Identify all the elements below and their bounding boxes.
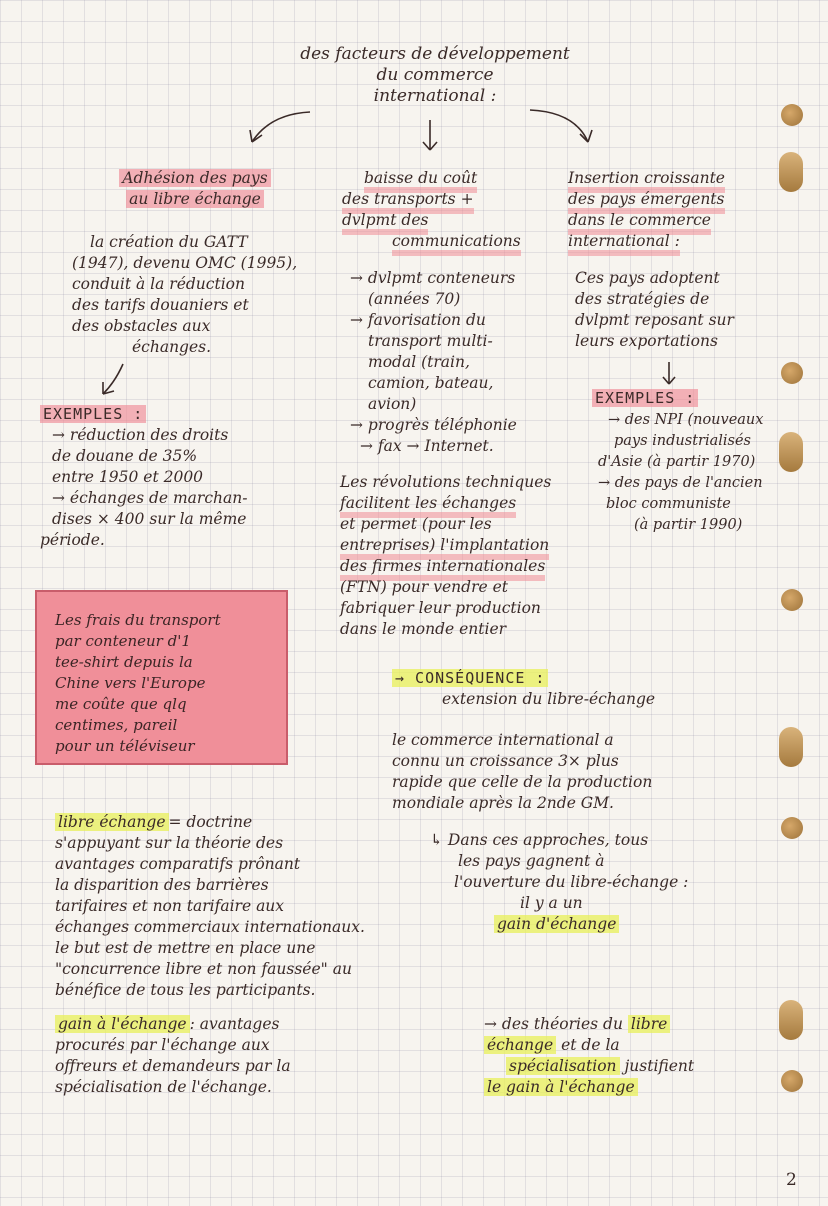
example-line: dises × 400 sur la même — [52, 510, 247, 528]
col1-heading — [95, 168, 295, 210]
text-line: des stratégies de — [575, 290, 710, 308]
gain-definition — [55, 1014, 435, 1098]
item-line: (années 70) — [368, 290, 461, 308]
example-line: de douane de 35% — [52, 447, 198, 465]
term-highlight: spécialisation — [506, 1057, 620, 1075]
text-line: le but est de mettre en place une — [55, 939, 316, 957]
text-line: des obstacles aux — [72, 317, 211, 335]
binder-hole — [781, 817, 803, 839]
text-line: spécialisation de l'échange. — [55, 1078, 272, 1096]
text-line: des firmes internationales — [340, 557, 545, 581]
heading-line: communications — [392, 232, 521, 256]
text-line: offreurs et demandeurs par la — [55, 1057, 291, 1075]
binder-ring — [779, 432, 803, 472]
box-line: Les frais du transport — [55, 611, 221, 629]
example-line: → échanges de marchan- — [52, 489, 248, 507]
col3-examples — [592, 388, 772, 409]
text-line: Ces pays adoptent — [575, 269, 720, 287]
text-line: justifient — [624, 1057, 695, 1075]
box-line: pour un téléviseur — [55, 737, 195, 755]
example-line: (à partir 1990) — [634, 517, 743, 533]
term-highlight: échange — [484, 1036, 556, 1054]
term-highlight: gain d'échange — [494, 915, 619, 933]
term-highlight: gain à l'échange — [55, 1015, 190, 1033]
title-line: international : — [373, 86, 497, 106]
heading-line: au libre échange — [126, 190, 264, 208]
text-line: échanges commerciaux internationaux. — [55, 918, 365, 936]
col1-examples — [40, 404, 300, 551]
example-line: période. — [40, 531, 105, 549]
box-line: tee-shirt depuis la — [55, 653, 193, 671]
example-line: entre 1950 et 2000 — [52, 468, 204, 486]
heading-line: dvlpmt des — [342, 211, 428, 235]
title-line: du commerce — [376, 65, 494, 85]
binder-hole — [781, 104, 803, 126]
binder-hole — [781, 362, 803, 384]
text-line: les pays gagnent à — [458, 852, 605, 870]
consequence-text — [392, 730, 777, 814]
consequence-label: → CONSÉQUENCE : — [392, 669, 548, 687]
binder-hole — [781, 589, 803, 611]
text-line: échanges. — [132, 338, 212, 356]
text-line: connu un croissance 3× plus — [392, 752, 619, 770]
heading-line: Insertion croissante — [568, 169, 725, 193]
libre-echange-definition — [55, 812, 475, 1001]
col1-text — [72, 232, 322, 358]
binder-ring — [779, 1000, 803, 1040]
text-line: : avantages — [189, 1015, 280, 1033]
col3-heading — [568, 168, 783, 252]
col3-example-list — [598, 410, 778, 536]
text-line: des tarifs douaniers et — [72, 296, 249, 314]
text-line: l'ouverture du libre-échange : — [454, 873, 689, 891]
item-line: → fax → Internet. — [360, 437, 494, 455]
text-line: le commerce international a — [392, 731, 614, 749]
text-line: ↳ Dans ces approches, tous — [430, 831, 649, 849]
approches — [430, 830, 775, 935]
text-line: procurés par l'échange aux — [55, 1036, 270, 1054]
text-line: et de la — [561, 1036, 620, 1054]
example-line: pays industrialisés — [614, 433, 751, 449]
heading-line: dans le commerce — [568, 211, 711, 235]
title-line: des facteurs de développement — [300, 44, 570, 64]
col2-heading — [342, 168, 562, 252]
example-box — [35, 590, 288, 765]
term-highlight: libre échange — [55, 813, 169, 831]
text-line: s'appuyant sur la théorie des — [55, 834, 284, 852]
text-line: leurs exportations — [575, 332, 718, 350]
example-line: → des NPI (nouveaux — [608, 412, 764, 428]
text-line: "concurrence libre et non faussée" au — [55, 960, 352, 978]
text-line: = doctrine — [168, 813, 253, 831]
text-line: avantages comparatifs prônant — [55, 855, 301, 873]
consequence-sub: extension du libre-échange — [442, 690, 656, 708]
example-line: → des pays de l'ancien — [598, 475, 763, 491]
text-line: dans le monde entier — [340, 620, 507, 638]
page-number: 2 — [786, 1170, 797, 1190]
box-line: Chine vers l'Europe — [55, 674, 206, 692]
heading-line: baisse du coût — [364, 169, 477, 193]
text-line: fabriquer leur production — [340, 599, 541, 617]
item-line: modal (train, — [368, 353, 470, 371]
text-line: la création du GATT — [90, 233, 248, 251]
item-line: transport multi- — [368, 332, 493, 350]
item-line: avion) — [368, 395, 417, 413]
text-line: bénéfice de tous les participants. — [55, 981, 316, 999]
heading-line: international : — [568, 232, 680, 256]
binder-hole — [781, 1070, 803, 1092]
theories — [484, 1014, 774, 1098]
item-line: camion, bateau, — [368, 374, 494, 392]
text-line: entreprises) l'implantation — [340, 536, 549, 560]
term-highlight: libre — [628, 1015, 670, 1033]
examples-label: EXEMPLES : — [40, 405, 146, 423]
item-line: → progrès téléphonie — [350, 416, 517, 434]
branch-arrows — [230, 100, 610, 170]
text-line: tarifaires et non tarifaire aux — [55, 897, 285, 915]
box-line: centimes, pareil — [55, 716, 178, 734]
consequence — [392, 668, 762, 710]
item-line: → dvlpmt conteneurs — [350, 269, 516, 287]
example-line: bloc communiste — [606, 496, 731, 512]
text-line: facilitent les échanges — [340, 494, 516, 518]
text-line: dvlpmt reposant sur — [575, 311, 734, 329]
heading-line: des pays émergents — [568, 190, 725, 214]
col2-revolution — [340, 472, 630, 640]
page-title — [255, 44, 615, 107]
text-line: Les révolutions techniques — [340, 473, 552, 491]
col3-text — [575, 268, 775, 352]
col2-items — [350, 268, 570, 457]
item-line: → favorisation du — [350, 311, 486, 329]
text-line: → des théories du — [484, 1015, 623, 1033]
box-line: par conteneur d'1 — [55, 632, 191, 650]
term-highlight: le gain à l'échange — [484, 1078, 638, 1096]
text-line: conduit à la réduction — [72, 275, 245, 293]
down-arrow — [655, 360, 685, 390]
box-line: me coûte que qlq — [55, 695, 187, 713]
example-line: → réduction des droits — [52, 426, 229, 444]
down-arrow — [95, 360, 135, 400]
text-line: il y a un — [520, 894, 583, 912]
text-line: mondiale après la 2nde GM. — [392, 794, 614, 812]
text-line: rapide que celle de la production — [392, 773, 653, 791]
heading-line: Adhésion des pays — [119, 169, 270, 187]
examples-label: EXEMPLES : — [592, 389, 698, 407]
text-line: (FTN) pour vendre et — [340, 578, 508, 596]
example-line: d'Asie (à partir 1970) — [598, 454, 756, 470]
heading-line: des transports + — [342, 190, 474, 214]
text-line: la disparition des barrières — [55, 876, 269, 894]
binder-ring — [779, 727, 803, 767]
text-line: et permet (pour les — [340, 515, 492, 533]
text-line: (1947), devenu OMC (1995), — [72, 254, 298, 272]
